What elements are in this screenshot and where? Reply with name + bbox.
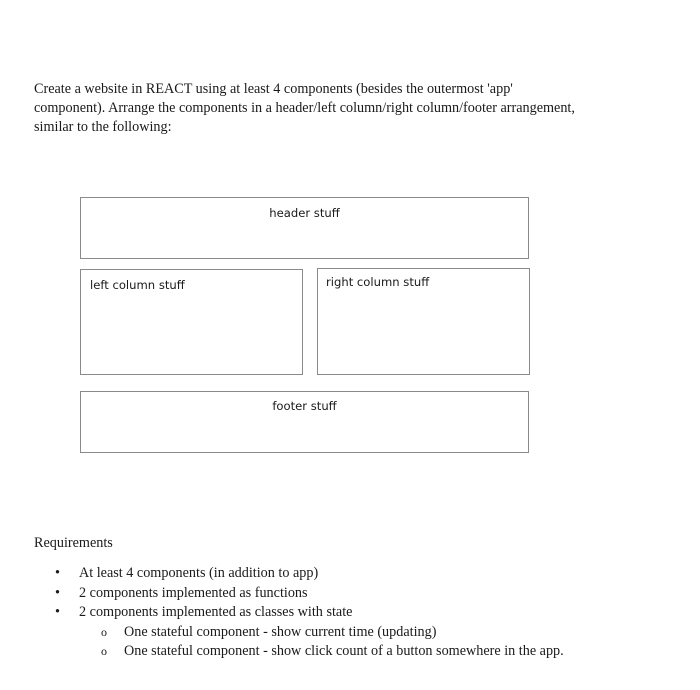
intro-line-2: component). Arrange the components in a header/left column/right column/footer arrangement, <box>34 100 575 116</box>
requirements-list <box>0 564 700 662</box>
requirement-sub-text: One stateful component - show current time (updating) <box>124 623 437 640</box>
header-box <box>80 197 529 259</box>
requirement-item <box>0 584 700 604</box>
intro-paragraph <box>34 80 654 137</box>
requirement-item <box>0 603 700 662</box>
hollow-bullet-icon: o <box>101 624 107 639</box>
footer-label: footer stuff <box>272 399 337 413</box>
requirement-sub-list <box>79 623 700 662</box>
requirement-sub-text: One stateful component - show click count of a button somewhere in the app. <box>124 643 564 659</box>
header-label: header stuff <box>269 206 340 220</box>
right-column-box <box>317 268 530 375</box>
bullet-icon: • <box>55 604 60 620</box>
bullet-icon: • <box>55 565 60 581</box>
requirement-sub-item <box>79 642 700 662</box>
left-column-box <box>80 269 303 375</box>
intro-line-3: similar to the following: <box>34 119 172 135</box>
requirement-item <box>0 564 700 584</box>
requirements-heading: Requirements <box>34 535 113 551</box>
left-column-label: left column stuff <box>90 278 185 292</box>
bullet-icon: • <box>55 584 60 601</box>
requirement-text: 2 components implemented as functions <box>79 584 308 601</box>
right-column-label: right column stuff <box>326 275 430 289</box>
requirement-sub-item <box>79 623 700 643</box>
intro-line-1: Create a website in REACT using at least 4 components (besides the outermost 'app' <box>34 81 513 97</box>
hollow-bullet-icon: o <box>101 644 107 658</box>
requirement-text: At least 4 components (in addition to app) <box>79 565 319 581</box>
requirement-text: 2 components implemented as classes with state <box>79 604 353 620</box>
footer-box <box>80 391 529 453</box>
